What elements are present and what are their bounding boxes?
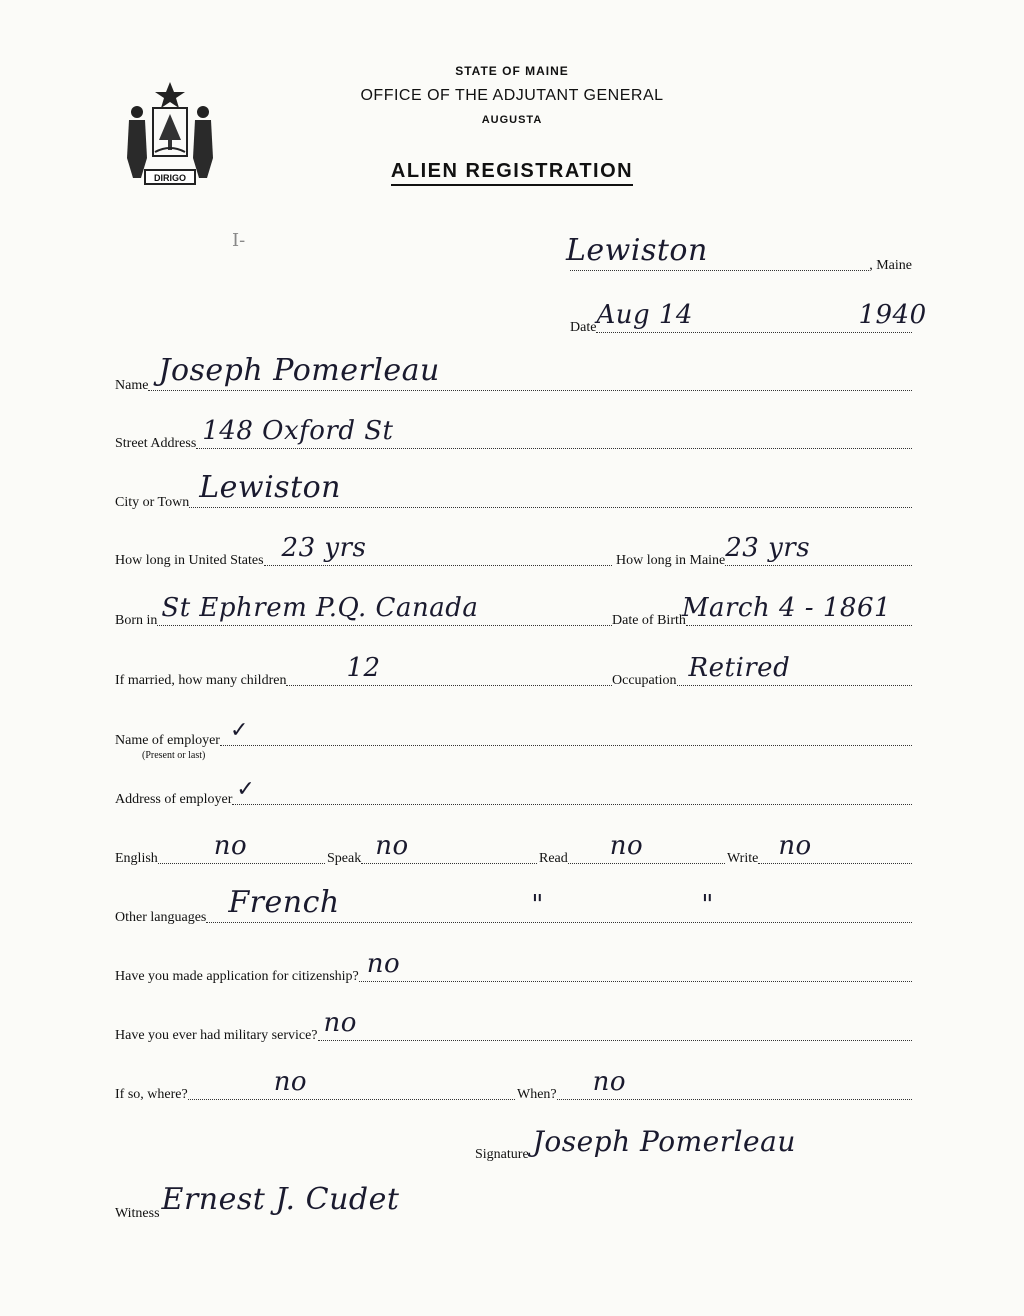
military-label: Have you ever had military service? bbox=[115, 1028, 318, 1043]
other-languages-field bbox=[115, 885, 912, 926]
military-line bbox=[318, 1008, 912, 1041]
when-value: no bbox=[592, 1067, 627, 1097]
read-line bbox=[568, 831, 725, 864]
how-long-us-line bbox=[264, 533, 612, 566]
place-value: Lewiston bbox=[566, 233, 708, 268]
date-label: Date bbox=[570, 320, 597, 335]
born-in-label: Born in bbox=[115, 613, 158, 628]
how-long-maine-value: 23 yrs bbox=[725, 533, 811, 563]
employer-name-field bbox=[115, 718, 912, 749]
street-address-label: Street Address bbox=[115, 436, 197, 451]
name-line bbox=[148, 353, 912, 391]
how-long-us-value: 23 yrs bbox=[281, 533, 367, 563]
employer-name-line bbox=[220, 718, 912, 746]
place-field bbox=[566, 233, 912, 274]
write-value: no bbox=[778, 831, 812, 861]
date-of-birth-field bbox=[612, 593, 912, 629]
other-languages-label: Other languages bbox=[115, 910, 207, 925]
city-label: City or Town bbox=[115, 495, 190, 510]
employer-address-field bbox=[115, 777, 912, 808]
signature-field bbox=[475, 1125, 912, 1163]
signature-line bbox=[529, 1125, 912, 1160]
name-label: Name bbox=[115, 378, 149, 393]
military-field bbox=[115, 1008, 912, 1044]
write-label: Write bbox=[727, 851, 759, 866]
employer-address-label: Address of employer bbox=[115, 792, 233, 807]
seal-motto: DIRIGO bbox=[153, 173, 187, 183]
witness-value: Ernest J. Cudet bbox=[161, 1182, 400, 1217]
other-languages-value: French bbox=[228, 885, 340, 920]
witness-line bbox=[160, 1182, 535, 1219]
when-label: When? bbox=[517, 1087, 557, 1102]
other-languages-line bbox=[206, 885, 912, 923]
read-field bbox=[539, 831, 725, 867]
occupation-line bbox=[677, 653, 912, 686]
witness-field bbox=[115, 1182, 535, 1222]
speak-field bbox=[327, 831, 537, 867]
write-line bbox=[758, 831, 912, 864]
born-in-line bbox=[157, 593, 612, 626]
employer-name-note: (Present or last) bbox=[142, 750, 206, 761]
other-read-value: " bbox=[701, 890, 714, 920]
how-long-maine-label: How long in Maine bbox=[616, 553, 726, 568]
when-field bbox=[517, 1067, 912, 1103]
where-value: no bbox=[273, 1067, 308, 1097]
children-value: 12 bbox=[346, 653, 381, 683]
english-value: no bbox=[213, 831, 248, 861]
title-text: ALIEN REGISTRATION bbox=[391, 160, 633, 186]
other-speak-value: " bbox=[531, 890, 544, 920]
citizenship-label: Have you made application for citizenship? bbox=[115, 969, 359, 984]
employer-address-value: ✓ bbox=[236, 777, 256, 802]
how-long-us-field bbox=[115, 533, 612, 569]
street-address-value: 148 Oxford St bbox=[202, 416, 394, 446]
how-long-us-label: How long in United States bbox=[115, 553, 264, 568]
citizenship-field bbox=[115, 949, 912, 985]
street-address-field bbox=[115, 416, 912, 452]
children-line bbox=[286, 653, 612, 686]
born-in-field bbox=[115, 593, 612, 629]
employer-name-value: ✓ bbox=[229, 718, 249, 743]
when-line bbox=[557, 1067, 912, 1100]
street-address-line bbox=[196, 416, 912, 449]
state-heading: STATE OF MAINE bbox=[455, 64, 569, 78]
employer-address-line bbox=[232, 777, 912, 805]
occupation-field bbox=[612, 653, 912, 689]
date-line bbox=[596, 300, 927, 333]
children-label: If married, how many children bbox=[115, 673, 287, 688]
city-value: Lewiston bbox=[199, 470, 342, 505]
speak-value: no bbox=[375, 831, 409, 861]
name-field bbox=[115, 353, 912, 394]
military-value: no bbox=[323, 1008, 357, 1038]
where-line bbox=[188, 1067, 515, 1100]
english-field bbox=[115, 831, 325, 867]
date-value: Aug 14 bbox=[596, 300, 693, 330]
occupation-label: Occupation bbox=[612, 673, 677, 688]
where-field bbox=[115, 1067, 515, 1103]
maine-label: , Maine bbox=[869, 258, 912, 273]
english-label: English bbox=[115, 851, 158, 866]
read-value: no bbox=[609, 831, 644, 861]
speak-line bbox=[361, 831, 537, 864]
date-of-birth-value: March 4 - 1861 bbox=[681, 593, 892, 623]
place-line bbox=[566, 233, 869, 271]
office-heading: OFFICE OF THE ADJUTANT GENERAL bbox=[360, 87, 664, 104]
citizenship-value: no bbox=[366, 949, 401, 979]
margin-mark: I- bbox=[232, 230, 246, 251]
english-line bbox=[158, 831, 325, 864]
write-field bbox=[727, 831, 912, 867]
date-year-value: 1940 bbox=[858, 300, 927, 330]
witness-label: Witness bbox=[115, 1206, 160, 1221]
occupation-value: Retired bbox=[688, 653, 791, 683]
children-field bbox=[115, 653, 612, 689]
speak-label: Speak bbox=[327, 851, 362, 866]
signature-value: Joseph Pomerleau bbox=[532, 1125, 796, 1158]
date-field bbox=[570, 300, 927, 336]
city-line bbox=[189, 470, 912, 508]
name-value: Joseph Pomerleau bbox=[158, 353, 440, 388]
how-long-maine-line bbox=[725, 533, 912, 566]
born-in-value: St Ephrem P.Q. Canada bbox=[161, 593, 479, 623]
where-label: If so, where? bbox=[115, 1087, 188, 1102]
page-title bbox=[0, 160, 1024, 183]
city-field bbox=[115, 470, 912, 511]
read-label: Read bbox=[539, 851, 568, 866]
citizenship-line bbox=[359, 949, 912, 982]
city-heading: AUGUSTA bbox=[481, 114, 543, 126]
how-long-maine-field bbox=[616, 533, 912, 569]
date-of-birth-label: Date of Birth bbox=[612, 613, 686, 628]
signature-label: Signature bbox=[475, 1147, 529, 1162]
date-of-birth-line bbox=[681, 593, 912, 626]
employer-name-label: Name of employer bbox=[115, 733, 220, 748]
